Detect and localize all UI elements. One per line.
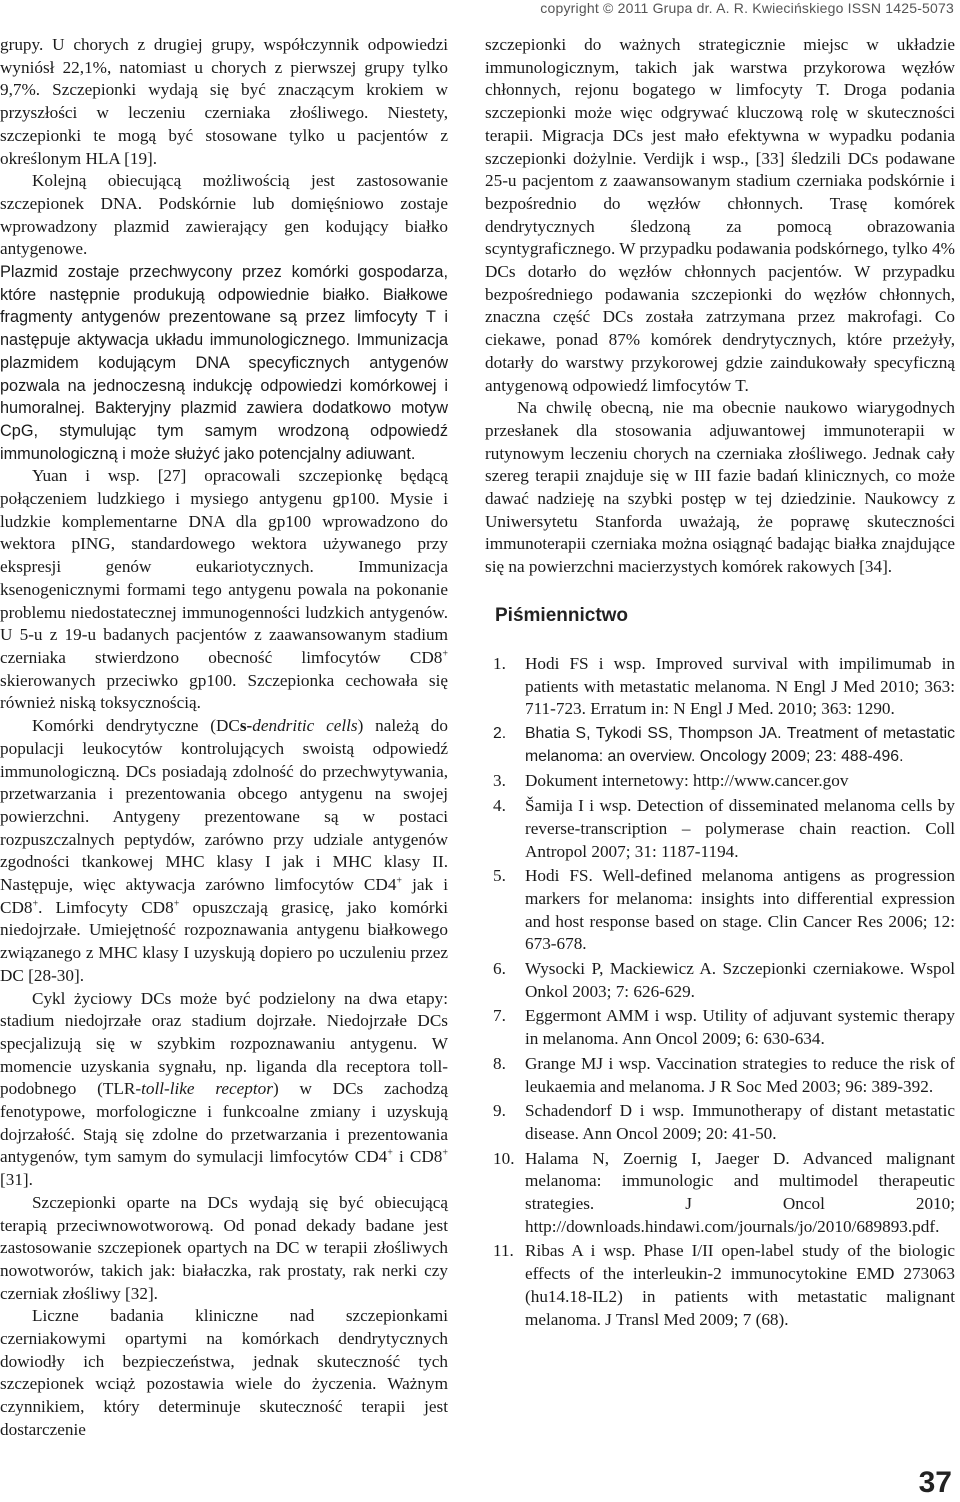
reference-item: 2. Bhatia S, Tykodi SS, Thompson JA. Treatment of metastatic melanoma: an overview. Oncology 2009; 23: 488-496. (493, 724, 955, 765)
paragraph: Plazmid zostaje przechwycony przez komórki gospodarza, które następnie produkują odpowiednie białko. Białkowe fragmenty antygenów prezentowane są przez limfocyty T i następuje aktywacja układu immunologicznego. Immunizacja plazmidem kodującym DNA specyficznych antygenów pozwala na jednoczesną indukcję odpowiedzi komórkowej i humoralnej. Bakteryjny plazmid zawiera dodatkowo motyw CpG, stymulując tym samym wrodzoną odpowiedź immunologiczną i może służyć jako potencjalny adiuwant. (0, 263, 448, 463)
reference-item: 8. Grange MJ i wsp. Vaccination strategies to reduce the risk of leukaemia and melanoma. J R Soc Med 2003; 96: 389-392. (493, 1053, 955, 1096)
left-column (0, 34, 448, 1442)
paragraph: szczepionki do ważnych strategicznie miejsc w układzie immunologicznym, takich jak warstwa przykorowa węzłów chłonnych, rejonu bogatego w limfocyty T. Droga podania szczepionki może więc odgrywać kluczową rolę w skuteczności terapii. Migracja DCs jest mało efektywna w wypadku podania szczepionki dożylnie. Verdijk i wsp., [33] śledzili DCs podawane 25-u pacjentom z zaawansowanym stadium czerniaka podskórnie i bezpośrednio do węzłów chłonnych. Trasę komórek dendrytycznych śledzoną za pomocą obrazowania scyntygraficznego. W przypadku podawania podskórnego, tylko 4% DCs dotarło do węzłów chłonnych pacjentów. W przypadku bezpośredniego podawania szczepionki do węzłów chłonnych, znaczna część DCs została zatrzymana przez makrofagi. Co ciekawe, ponad 87% komórek dendrytycznych, które przeżyły, dotarły do warstwy przykorowej gdzie zaindukowały specyficzną antygenową odpowiedź limfocytów T. (485, 35, 955, 395)
right-column (485, 34, 955, 1333)
paragraph: Na chwilę obecną, nie ma obecnie naukowo wiarygodnych przesłanek dla stosowania adjuwantowej immunoterapii w rutynowym leczeniu chorych na czerniaka złośliwego. Jednak cały szereg terapii znajduje się w III fazie badań klinicznych, co może dawać nadzieję na szybki postęp w tej dziedzinie. Naukowcy z Uniwersytetu Stanforda uważają, że poprawę skuteczności immunoterapii czerniaka można osiągnąć badając białka znajdujące się na powierzchni macierzystych komórek rakowych [34]. (485, 398, 955, 577)
reference-item: 6. Wysocki P, Mackiewicz A. Szczepionki czerniakowe. Wspol Onkol 2003; 7: 626-629. (493, 959, 955, 1001)
reference-item: 10. Halama N, Zoernig I, Jaeger D. Advanced malignant melanoma: immunologic and multimodel therapeutic strategies. J Oncol 2010; http://downloads.hindawi.com/journals/jo/2010/689893.pdf. (493, 1148, 955, 1236)
reference-item: 5. Hodi FS. Well-defined melanoma antigens as progression markers for melanoma: insights into differential expression and host response based on stage. Clin Cancer Res 2006; 12: 673-678. (493, 866, 955, 954)
reference-item: 3. Dokument internetowy: http://www.cancer.gov (493, 771, 849, 791)
page-number: 37 (918, 1466, 952, 1499)
reference-item: 11. Ribas A i wsp. Phase I/II open-label study of the biologic effects of the interleukin-2 immunocytokine EMD 273063 (hu14.18-IL2) in patients with metastatic malignant melanoma. J Transl Med 2009; 7 (68). (493, 1241, 955, 1329)
paragraph: Yuan i wsp. [27] opracowali szczepionkę będącą połączeniem ludzkiego i mysiego antygenu gp100. Mysie i ludzkie komplementarne DNA dla gp100 wprowadzono do wektora pING, standardowego wektora używanego przy ekspresji genów eukariotycznych. Immunizacja ksenogenicznymi formami tego antygenu powala na pokonanie problemu niedostatecznej immunogenności ludzkich antygenów. U 5-u z 19-u badanych pacjentów z zaawansowanym stadium czerniaka stwierdzono obecność limfocytów CD8+ skierowanych przeciwko gp100. Szczepionka cechowała się również niską toksycznością. (0, 466, 448, 713)
paragraph: Cykl życiowy DCs może być podzielony na dwa etapy: stadium niedojrzałe oraz stadium dojrzałe. Niedojrzałe DCs specjalizują się w szybkim rozpoznawaniu antygenu. W momencie uzyskania sygnału, np. liganda dla receptora toll-podobnego (TLR-toll-like receptor) w DCs zachodzą fenotypowe, morfologiczne i funkcoalne zmiany i uzyskują dojrzałość. Stają się zdolne do przetwarzania i prezentowania antygenów, tym samym do symulacji limfocytów CD4+ i CD8+ [31]. (0, 988, 448, 1190)
reference-item: 4. Šamija I i wsp. Detection of disseminated melanoma cells by reverse-transcription – polymerase chain reaction. Coll Antropol 2007; 31: 1187-1194. (493, 796, 955, 861)
references-list (485, 653, 955, 1331)
reference-item: 7. Eggermont AMM i wsp. Utility of adjuvant systemic therapy in melanoma. Ann Oncol 2009; 6: 630-634. (493, 1006, 955, 1049)
paragraph: Liczne badania kliniczne nad szczepionkami czerniakowymi opartymi na komórkach dendrytycznych dowiodły ich bezpieczeństwa, jednak skuteczność tych szczepionek wciąż pozostawia wiele do życzenia. Ważnym czynnikiem, który determinuje skuteczność terapii jest dostarczenie (0, 1306, 448, 1439)
paragraph: Komórki dendrytyczne (DCs-dendritic cells) należą do populacji leukocytów kontrolujących swoistą odpowiedź immunologiczną. DCs posiadają zdolność do przechwytywania, przetwarzania i prezentowania obcego antygenu na swojej powierzchni. Antygeny prezentowane są w postaci rozpuszczalnych peptydów, zarówno przy udziale antygenów zgodności tkankowej MHC klasy I jak i MHC klasy II. Następuje, więc aktywacja zarówno limfocytów CD4+ jak i CD8+. Limfocyty CD8+ opuszczają grasicę, jako komórki niedojrzałe. Umiejętność rozpoznawania antygenu białkowego związanego z MHC klasy I uzyskują dopiero po uczuleniu przez DC [28-30]. (0, 716, 448, 985)
reference-item: 9. Schadendorf D i wsp. Immunotherapy of distant metastatic disease. Ann Oncol 2009; 20: 41-50. (493, 1101, 955, 1143)
references-heading: Piśmiennictwo (495, 604, 629, 626)
paragraph: grupy. U chorych z drugiej grupy, współczynnik odpowiedzi wyniósł 22,1%, natomiast u chorych z pierwszej grupy tylko 9,7%. Szczepionki wydają się być znaczącym krokiem w przyszłości w leczeniu czerniaka złośliwego. Niestety, szczepionki te mogą być stosowane tylko u pacjentów z określonym HLA [19]. (0, 35, 448, 168)
paragraph: Szczepionki oparte na DCs wydają się być obiecującą terapią przeciwnowotworową. Od ponad dekady badane jest zastosowanie szczepionek opartych na DC w terapii złośliwych nowotworów, takich jak: białaczka, rak prostaty, rak nerki czy czerniak złośliwy [32]. (0, 1192, 448, 1303)
copyright-notice: copyright © 2011 Grupa dr. A. R. Kwiecińskiego ISSN 1425-5073 (540, 0, 954, 16)
paragraph: Kolejną obiecującą możliwością jest zastosowanie szczepionek DNA. Podskórnie lub domięśniowo zostaje wprowadzony plazmid zawierający gen kodujący białko antygenowe. (0, 171, 448, 259)
reference-item: 1. Hodi FS i wsp. Improved survival with impilimumab in patients with metastatic melanoma. N Engl J Med 2010; 363: 711-723. Erratum in: N Engl J Med. 2010; 363: 1290. (493, 653, 955, 719)
